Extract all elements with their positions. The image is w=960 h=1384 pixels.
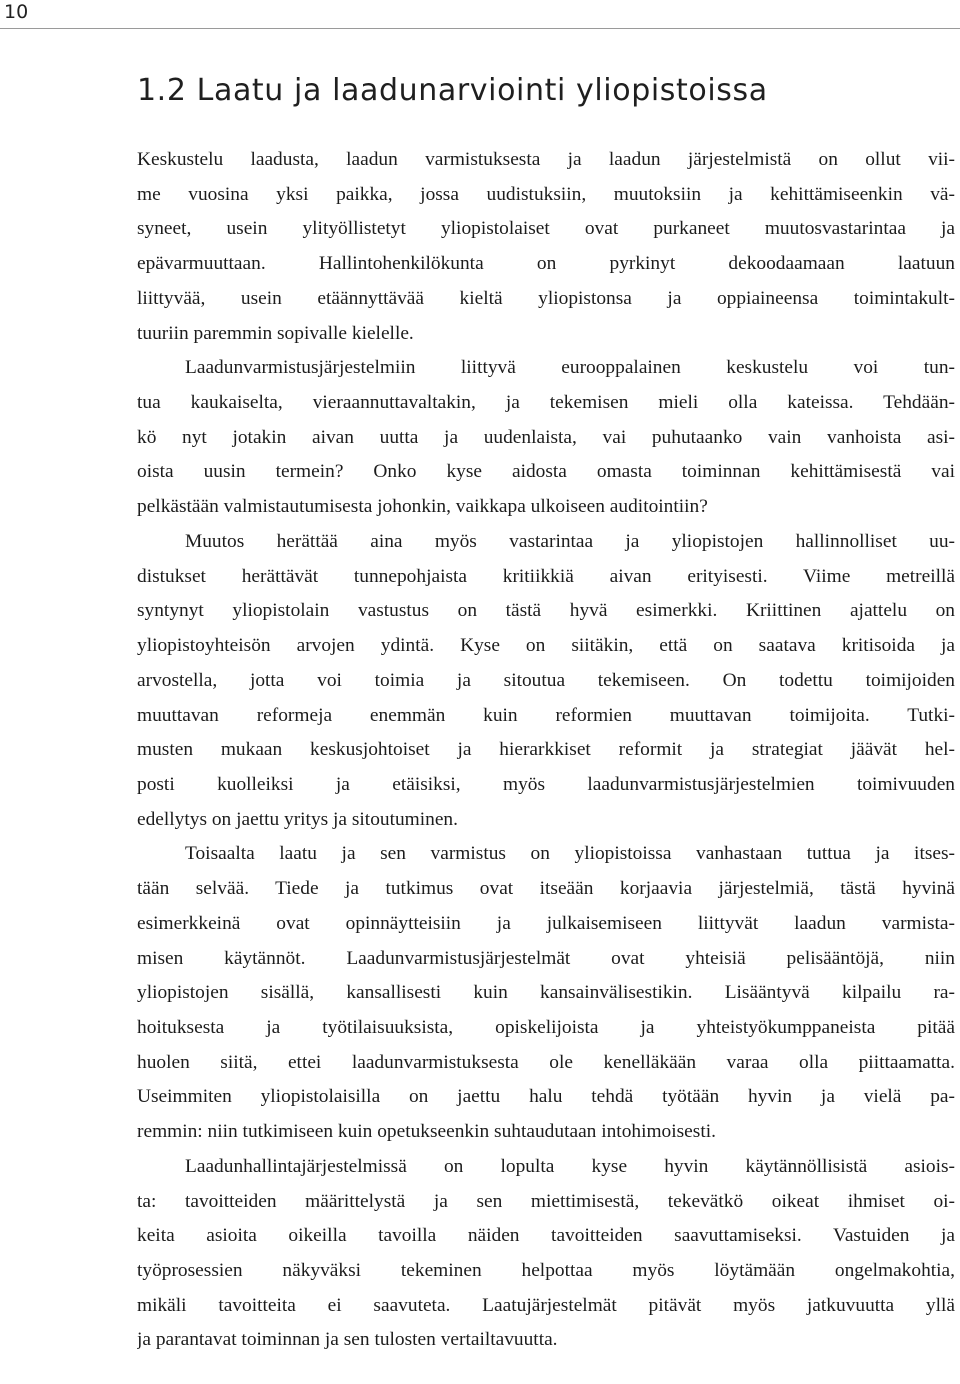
text-line: epävarmuuttaan. Hallintohenkilökunta on pyrkinyt dekoodaamaan laatuun bbox=[137, 253, 955, 275]
text-line: ja parantavat toiminnan ja sen tulosten vertailtavuutta. bbox=[137, 1329, 558, 1351]
text-line: yliopistojen sisällä, kansallisesti kuin kansainvälisestikin. Lisääntyvä kilpailu ra- bbox=[137, 982, 955, 1004]
header-rule bbox=[0, 28, 960, 29]
text-line: tuuriin paremmin sopivalle kielelle. bbox=[137, 322, 414, 344]
text-line: hoituksesta ja työtilaisuuksista, opiskelijoista ja yhteistyökumppaneista pitää bbox=[137, 1016, 955, 1038]
text-line: Toisaalta laatu ja sen varmistus on yliopistoissa vanhastaan tuttua ja itses- bbox=[185, 843, 955, 865]
text-line: posti kuolleiksi ja etäisiksi, myös laadunvarmistusjärjestelmien toimivuuden bbox=[137, 773, 955, 795]
text-line: keita asioita oikeilla tavoilla näiden tavoitteiden saavuttamiseksi. Vastuiden ja bbox=[137, 1225, 955, 1247]
text-line: musten mukaan keskusjohtoiset ja hierarkkiset reformit ja strategiat jäävät hel- bbox=[137, 739, 955, 761]
text-line: tua kaukaiselta, vieraannuttavaltakin, ja tekemisen mieli olla kateissa. Tehdään- bbox=[137, 392, 955, 414]
text-line: esimerkkeinä ovat opinnäytteisiin ja julkaisemiseen liittyvät laadun varmista- bbox=[137, 912, 955, 934]
text-line: Useimmiten yliopistolaisilla on jaettu halu tehdä työtään hyvin ja vielä pa- bbox=[137, 1086, 955, 1108]
text-line: oista uusin termein? Onko kyse aidosta omasta toiminnan kehittämisestä vai bbox=[137, 461, 955, 483]
text-line: arvostella, jotta voi toimia ja sitoutua tekemiseen. On todettu toimijoiden bbox=[137, 669, 955, 691]
text-line: kö nyt jotakin aivan uutta ja uudenlaista, vai puhutaanko vain vanhoista asi- bbox=[137, 426, 955, 448]
text-line: Laadunhallintajärjestelmissä on lopulta kyse hyvin käytännöllisistä asiois- bbox=[185, 1155, 955, 1177]
text-line: ta: tavoitteiden määrittelystä ja sen miettimisestä, tekevätkö oikeat ihmiset oi- bbox=[137, 1190, 955, 1212]
text-line: muuttavan reformeja enemmän kuin reformien muuttavan toimijoita. Tutki- bbox=[137, 704, 955, 726]
text-line: Muutos herättää aina myös vastarintaa ja yliopistojen hallinnolliset uu- bbox=[185, 530, 955, 552]
text-line: syntynyt yliopistolain vastustus on tästä hyvä esimerkki. Kriittinen ajattelu on bbox=[137, 600, 955, 622]
text-line: Laadunvarmistusjärjestelmiin liittyvä eurooppalainen keskustelu voi tun- bbox=[185, 357, 955, 379]
text-line: misen käytännöt. Laadunvarmistusjärjestelmät ovat yhteisiä pelisääntöjä, niin bbox=[137, 947, 955, 969]
text-line: yliopistoyhteisön arvojen ydintä. Kyse on siitäkin, että on saatava kritisoida ja bbox=[137, 635, 955, 657]
text-line: pelkästään valmistautumisesta johonkin, vaikkapa ulkoiseen auditointiin? bbox=[137, 496, 708, 518]
text-line: remmin: niin tutkimiseen kuin opetukseenkin suhtaudutaan intohimoisesti. bbox=[137, 1121, 716, 1143]
text-line: Keskustelu laadusta, laadun varmistuksesta ja laadun järjestelmistä on ollut vii- bbox=[137, 149, 955, 170]
text-line: tään selvää. Tiede ja tutkimus ovat itseään korjaavia järjestelmiä, tästä hyvinä bbox=[137, 878, 955, 900]
section-heading: 1.2 Laatu ja laadunarviointi yliopistoissa bbox=[137, 73, 768, 108]
body-text bbox=[137, 143, 955, 1358]
text-line: liittyvää, usein etäännyttävää kieltä yliopistonsa ja oppiaineensa toimintakult- bbox=[137, 287, 955, 309]
text-line: työprosessien näkyväksi tekeminen helpottaa myös löytämään ongelmakohtia, bbox=[137, 1260, 955, 1281]
text-line: distukset herättävät tunnepohjaista kritiikkiä aivan erityisesti. Viime metreillä bbox=[137, 565, 955, 587]
text-line: syneet, usein ylityöllistetyt yliopistolaiset ovat purkaneet muutosvastarintaa ja bbox=[137, 218, 955, 240]
page-number: 10 bbox=[4, 1, 29, 23]
text-line: huolen siitä, ettei laadunvarmistuksesta ole kenelläkään varaa olla piittaamatta. bbox=[137, 1051, 955, 1073]
text-line: me vuosina yksi paikka, jossa uudistuksiin, muutoksiin ja kehittämiseenkin vä- bbox=[137, 183, 955, 205]
text-line: mikäli tavoitteita ei saavuteta. Laatujärjestelmät pitävät myös jatkuvuutta yllä bbox=[137, 1294, 955, 1316]
text-line: edellytys on jaettu yritys ja sitoutuminen. bbox=[137, 808, 458, 830]
